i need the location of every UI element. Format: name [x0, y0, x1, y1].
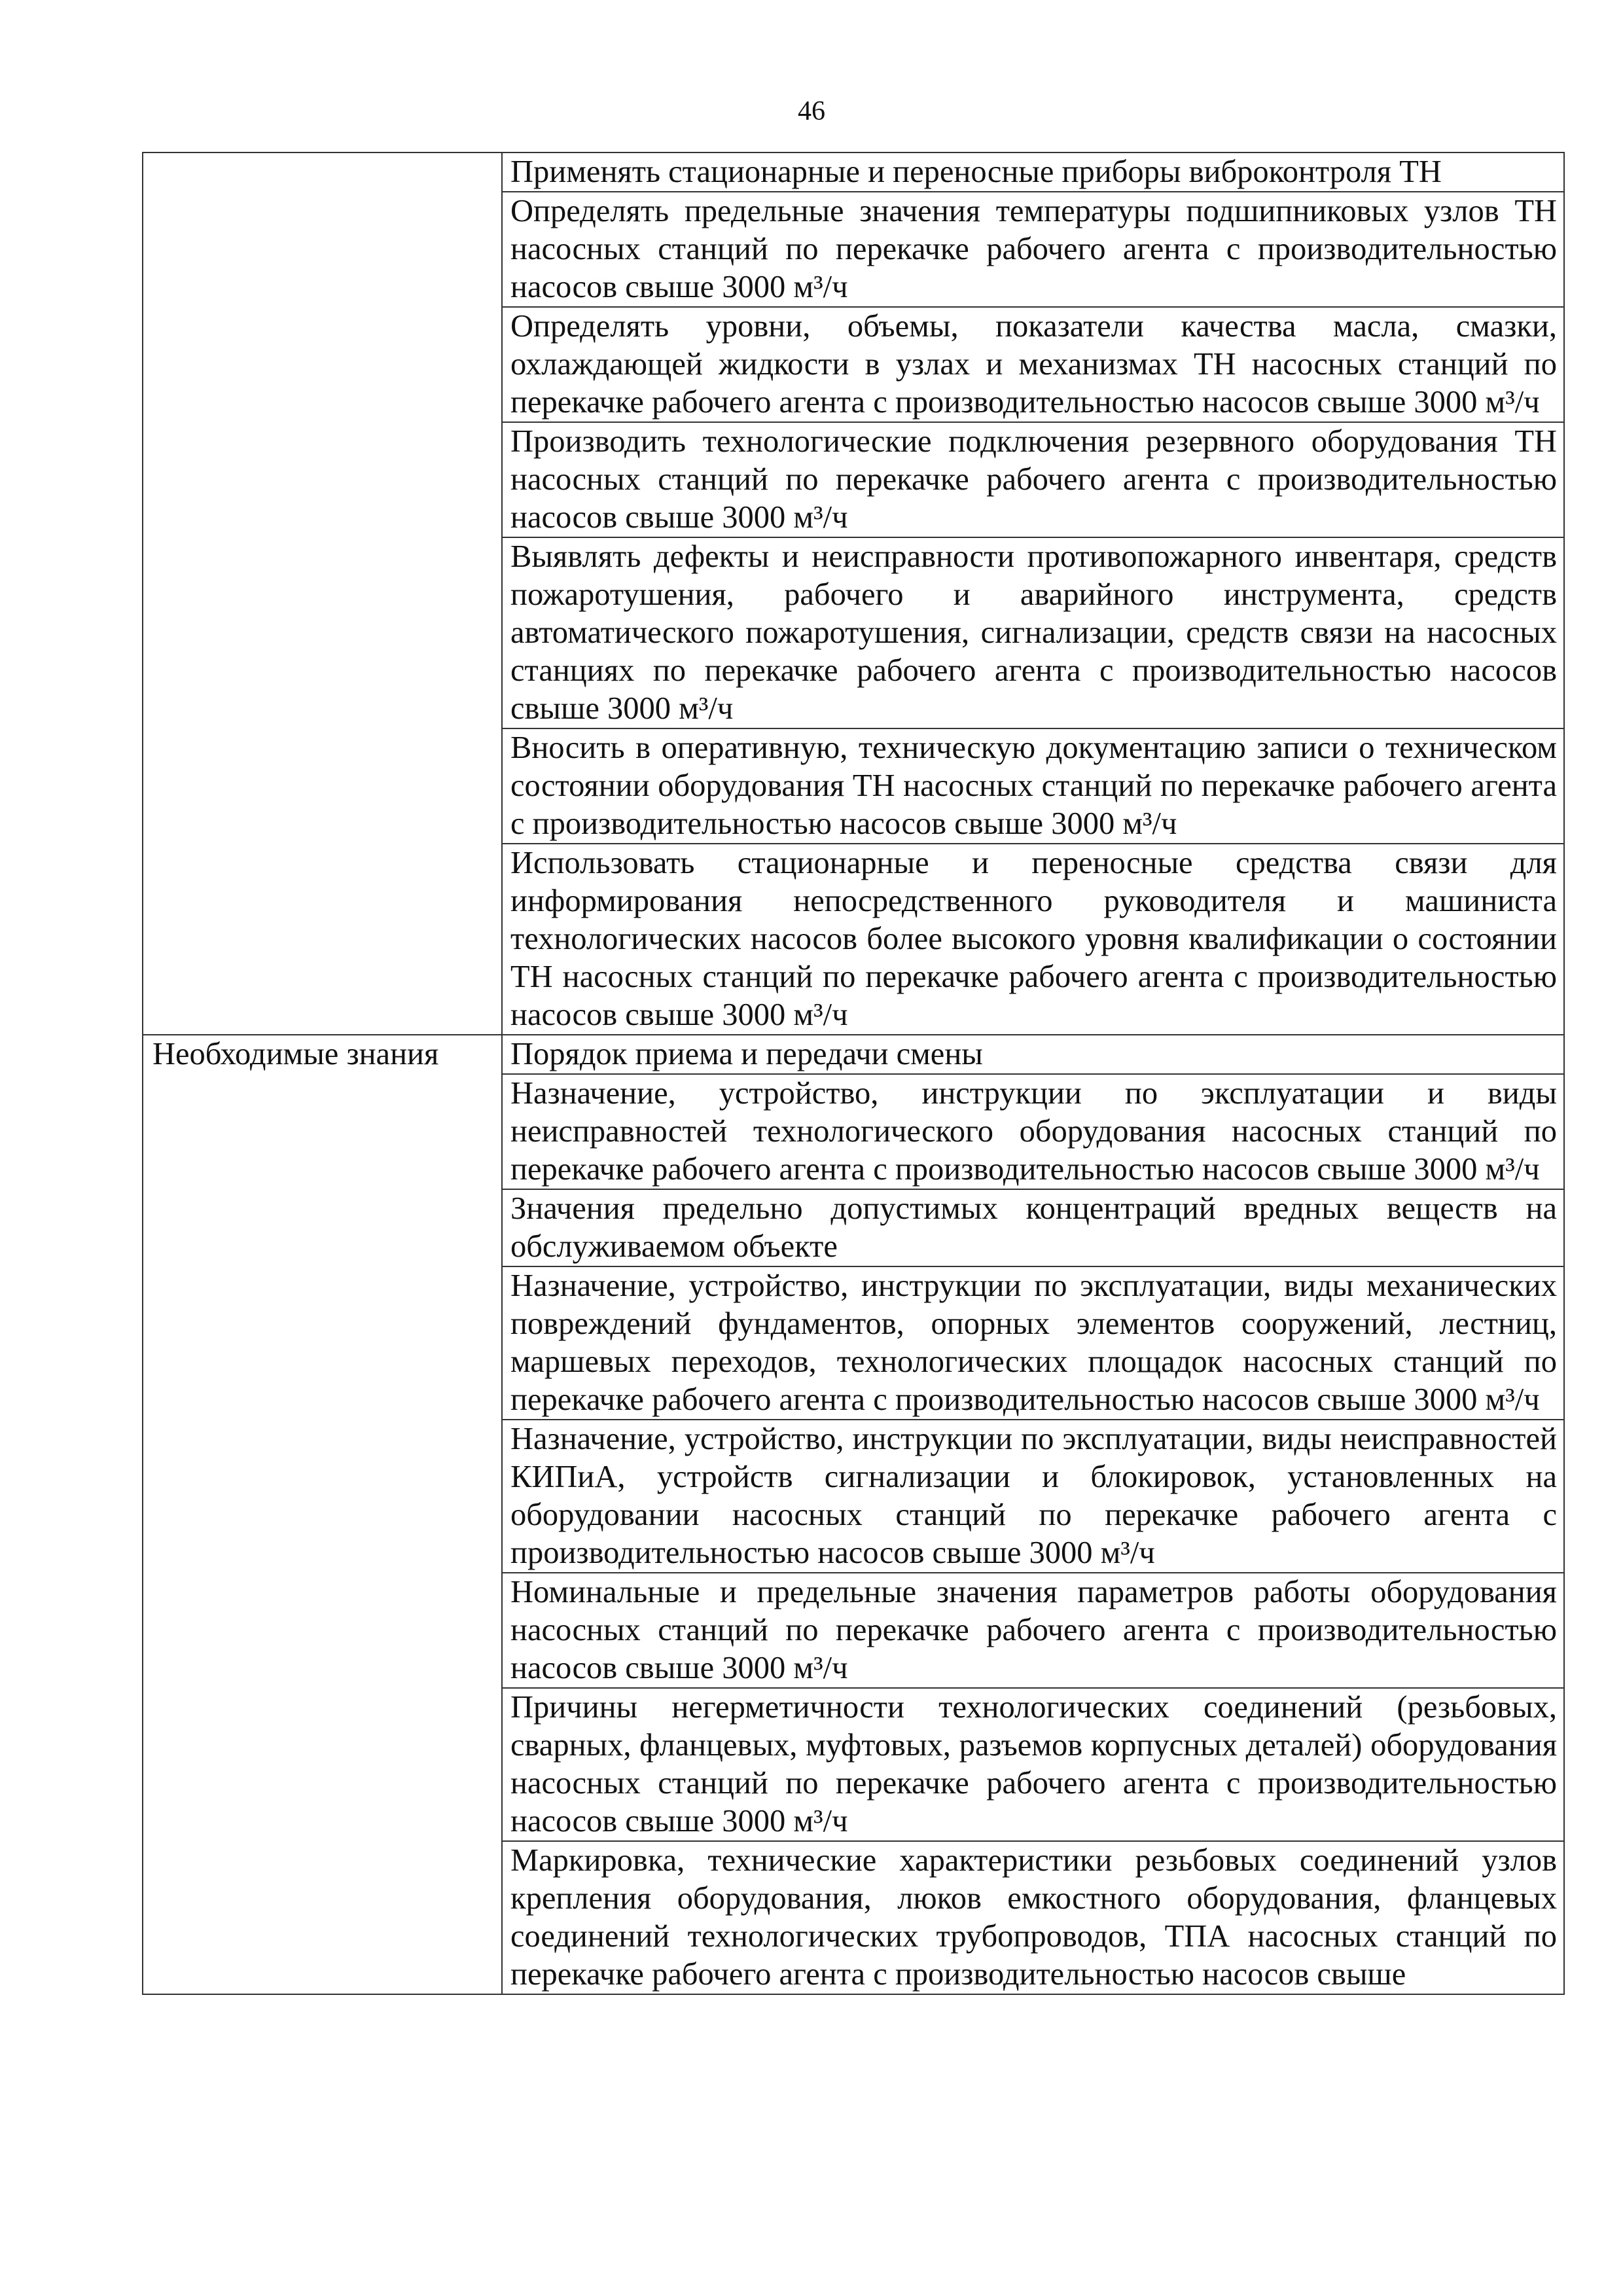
page-number: 46: [798, 96, 825, 126]
knowledge-item: Причины негерметичности технологических соединений (резьбовых, сварных, фланцевых, муфтовых, разъемов корпусных деталей) оборудования насосных станций по перекачке рабочего агента с производительностью насосов свыше 3000 м³/ч: [502, 1688, 1564, 1841]
knowledge-item: Маркировка, технические характеристики резьбовых соединений узлов крепления оборудования, люков емкостного оборудования, фланцевых соединений технологических трубопроводов, ТПА насосных станций по перекачке рабочего агента с производительностью насосов свыше: [502, 1841, 1564, 1994]
skills-label-cell: [143, 152, 502, 1035]
skill-item: Использовать стационарные и переносные средства связи для информирования непосредственного руководителя и машиниста технологических насосов более высокого уровня квалификации о состоянии ТН насосных станций по перекачке рабочего агента с производительностью насосов свыше 3000 м³/ч: [502, 844, 1564, 1035]
skill-item: Определять предельные значения температуры подшипниковых узлов ТН насосных станций по перекачке рабочего агента с производительностью насосов свыше 3000 м³/ч: [502, 192, 1564, 307]
skill-item: Выявлять дефекты и неисправности противопожарного инвентаря, средств пожаротушения, рабочего и аварийного инструмента, средств автоматического пожаротушения, сигнализации, средств связи на насосных станциях по перекачке рабочего агента с производительностью насосов свыше 3000 м³/ч: [502, 537, 1564, 728]
knowledge-item: Назначение, устройство, инструкции по эксплуатации, виды механических повреждений фундаментов, опорных элементов сооружений, лестниц, маршевых переходов, технологических площадок насосных станций по перекачке рабочего агента с производительностью насосов свыше 3000 м³/ч: [502, 1266, 1564, 1420]
knowledge-label: Необходимые знания: [143, 1035, 502, 1994]
table-row: [143, 1035, 1564, 1074]
knowledge-item: Назначение, устройство, инструкции по эксплуатации, виды неисправностей КИПиА, устройств сигнализации и блокировок, установленных на оборудовании насосных станций по перекачке рабочего агента с производительностью насосов свыше 3000 м³/ч: [502, 1420, 1564, 1573]
knowledge-item: Назначение, устройство, инструкции по эксплуатации и виды неисправностей технологического оборудования насосных станций по перекачке рабочего агента с производительностью насосов свыше 3000 м³/ч: [502, 1074, 1564, 1189]
skill-item: Производить технологические подключения резервного оборудования ТН насосных станций по перекачке рабочего агента с производительностью насосов свыше 3000 м³/ч: [502, 422, 1564, 537]
skill-item: Применять стационарные и переносные приборы виброконтроля ТН: [502, 152, 1564, 192]
knowledge-item: Порядок приема и передачи смены: [502, 1035, 1564, 1074]
competency-table: [142, 152, 1565, 1995]
table-row: [143, 152, 1564, 192]
knowledge-item: Номинальные и предельные значения параметров работы оборудования насосных станций по перекачке рабочего агента с производительностью насосов свыше 3000 м³/ч: [502, 1573, 1564, 1688]
skill-item: Вносить в оперативную, техническую документацию записи о техническом состоянии оборудования ТН насосных станций по перекачке рабочего агента с производительностью насосов свыше 3000 м³/ч: [502, 728, 1564, 844]
skill-item: Определять уровни, объемы, показатели качества масла, смазки, охлаждающей жидкости в узлах и механизмах ТН насосных станций по перекачке рабочего агента с производительностью насосов свыше 3000 м³/ч: [502, 307, 1564, 422]
knowledge-item: Значения предельно допустимых концентраций вредных веществ на обслуживаемом объекте: [502, 1189, 1564, 1266]
